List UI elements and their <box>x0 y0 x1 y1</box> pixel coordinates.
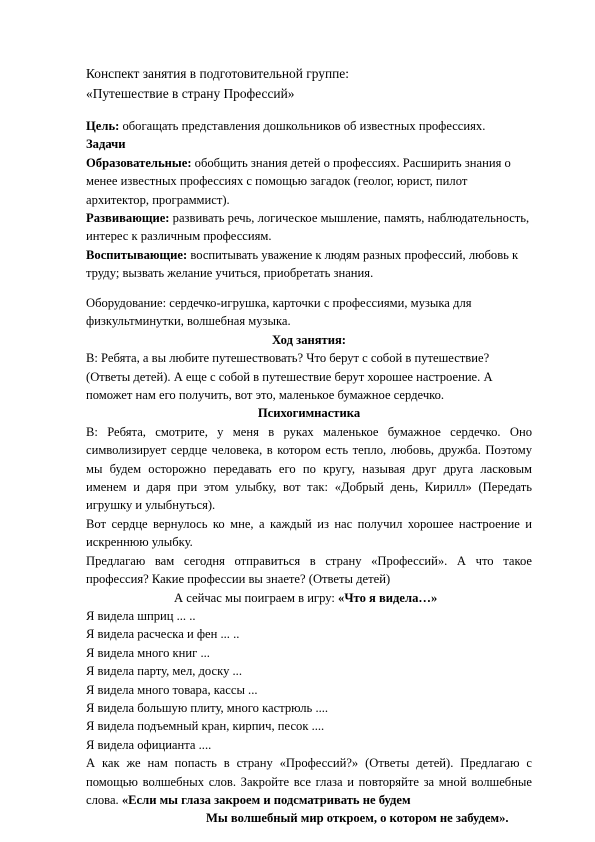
upbringing-paragraph <box>86 246 532 283</box>
psycho-heading: Психогимнастика <box>257 406 361 421</box>
objectives-section <box>86 117 532 283</box>
game-line: Я видела большую плиту, много кастрюль .... <box>86 700 329 715</box>
document-title <box>86 64 349 104</box>
final-paragraph-text: А как же нам попасть в страну «Профессий?» (Ответы детей). Предлагаю с помощью волшебных слов. Закройте все глаза и повторяйте за мной волшебные слова. <box>86 756 532 807</box>
developing-label: Развивающие: <box>86 211 170 226</box>
tasks-heading: Задачи <box>86 137 126 152</box>
title-line-1: Конспект занятия в подготовительной группе: <box>86 66 349 81</box>
final-paragraph <box>86 754 532 809</box>
upbringing-text: воспитывать уважение к людям разных профессий, любовь к труду; вызвать желание учиться, приобретать знания. <box>86 247 519 281</box>
educational-text: обобщить знания детей о профессиях. Расширить знания о менее известных профессиях с помощью загадок (геолог, юрист, пилот архитектор, программист). <box>86 155 511 207</box>
game-line: Я видела подъемный кран, кирпич, песок .... <box>86 719 325 734</box>
developing-paragraph <box>86 209 532 246</box>
equipment-paragraph: Оборудование: сердечко-игрушка, карточки с профессиями, музыка для физкультминутки, волшебная музыка. <box>86 296 472 329</box>
course-heading: Ход занятия: <box>271 332 347 347</box>
psycho-paragraph-2: Вот сердце вернулось ко мне, а каждый из нас получил хорошее настроение и искреннюю улыбку. <box>86 516 532 550</box>
goal-paragraph <box>86 117 532 135</box>
final-line: Мы волшебный мир откроем, о котором не забудем». <box>206 811 509 826</box>
goal-label: Цель: <box>86 119 120 133</box>
developing-text: развивать речь, логическое мышление, память, наблюдательность, интерес к различным профессиям. <box>86 211 530 244</box>
game-line: Я видела шприц ... .. <box>86 608 196 623</box>
game-lines <box>86 607 532 754</box>
goal-text: обогащать представления дошкольников об известных профессиях. <box>119 119 486 133</box>
psycho-paragraph-3: Предлагаю вам сегодня отправиться в страну «Профессий». А что такое профессия? Какие профессии вы знаете? (Ответы детей) <box>86 553 532 587</box>
final-paragraph-bold: «Если мы глаза закроем и подсматривать не будем <box>121 792 411 807</box>
psycho-paragraph-1: В: Ребята, смотрите, у меня в руках маленькое бумажное сердечко. Оно символизирует сердце человека, в котором есть тепло, любовь, дружба. Поэтому мы будем осторожно передавать его по кругу, называя друг друга ласковым именем и даря при этом улыбку, вот так: «Добрый день, Кирилл» (Передать игрушку и улыбнуться). <box>86 424 532 513</box>
course-paragraph: В: Ребята, а вы любите путешествовать? Что берут с собой в путешествие? (Ответы детей). А еще с собой в путешествие берут хорошее настроение. А поможет нам его получить, вот это, маленькое бумажное сердечко. <box>86 351 493 403</box>
game-line: Я видела много товара, кассы ... <box>86 682 258 697</box>
game-line: Я видела парту, мел, доску ... <box>86 664 242 679</box>
game-intro-text: А сейчас мы поиграем в игру: <box>174 590 339 605</box>
game-line: Я видела официанта .... <box>86 737 212 752</box>
game-line: Я видела много книг ... <box>86 645 210 660</box>
educational-paragraph <box>86 154 532 209</box>
lesson-section <box>86 294 532 828</box>
game-line: Я видела расческа и фен ... .. <box>86 627 240 642</box>
title-line-2: «Путешествие в страну Профессий» <box>86 86 295 101</box>
game-name: «Что я видела…» <box>338 590 438 605</box>
educational-label: Образовательные: <box>86 155 192 170</box>
upbringing-label: Воспитывающие: <box>86 247 188 262</box>
game-intro <box>86 589 532 607</box>
